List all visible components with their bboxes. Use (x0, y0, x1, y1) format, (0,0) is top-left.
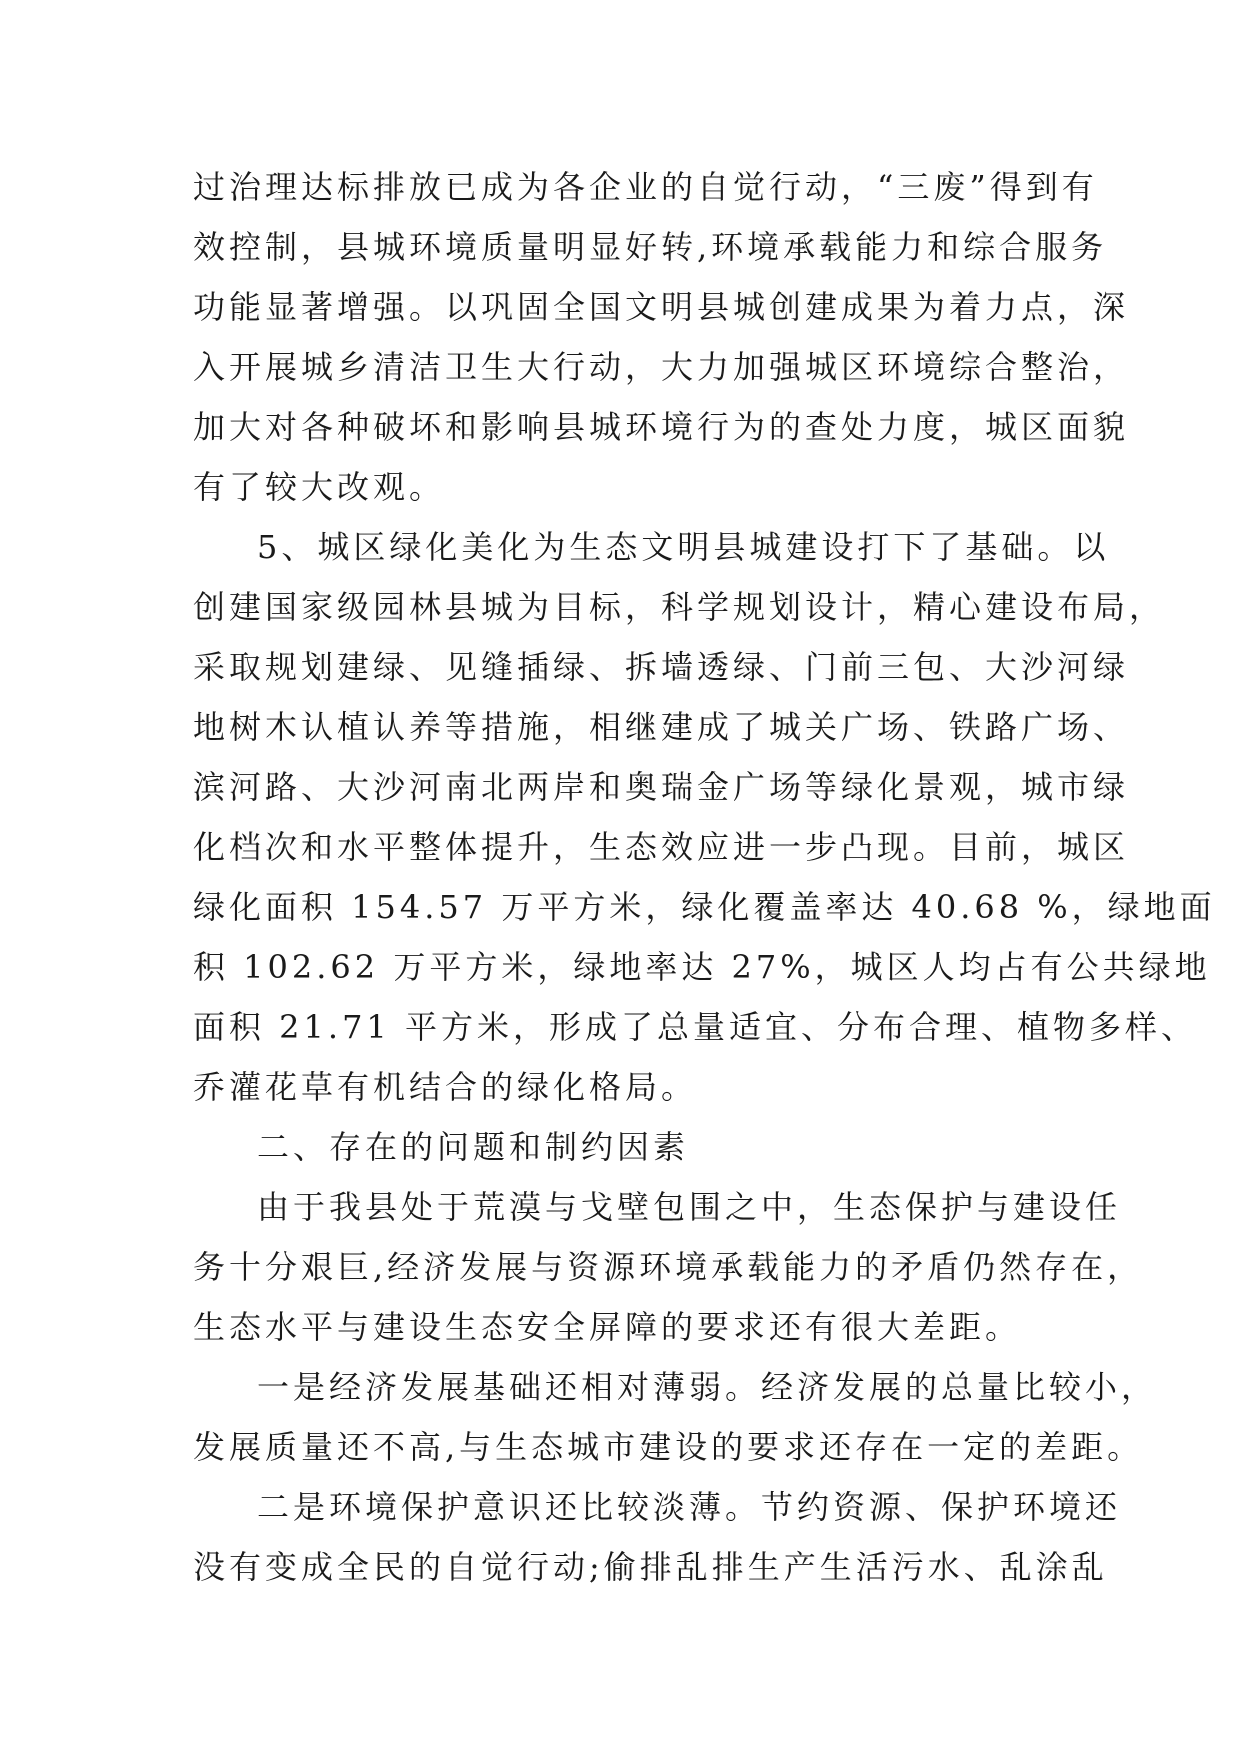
text-line: 功能显著增强。以巩固全国文明县城创建成果为着力点，深 (193, 288, 1130, 326)
text-line: 二、存在的问题和制约因素 (257, 1128, 690, 1166)
text-line: 生态水平与建设生态安全屏障的要求还有很大差距。 (193, 1308, 1022, 1346)
text-line: 采取规划建绿、见缝插绿、拆墙透绿、门前三包、大沙河绿 (193, 648, 1130, 686)
text-line: 绿化面积 154.57 万平方米，绿化覆盖率达 40.68 %，绿地面 (193, 888, 1216, 926)
text-line: 积 102.62 万平方米，绿地率达 27%，城区人均占有公共绿地 (193, 948, 1211, 986)
text-line: 由于我县处于荒漠与戈壁包围之中，生态保护与建设任 (257, 1188, 1122, 1226)
text-line: 面积 21.71 平方米，形成了总量适宜、分布合理、植物多样、 (193, 1008, 1197, 1046)
text-line: 5、城区绿化美化为生态文明县城建设打下了基础。以 (257, 528, 1110, 566)
text-line: 滨河路、大沙河南北两岸和奥瑞金广场等绿化景观，城市绿 (193, 768, 1130, 806)
text-line: 发展质量还不高,与生态城市建设的要求还存在一定的差距。 (193, 1428, 1144, 1466)
document-body (193, 157, 1216, 1597)
text-line: 地树木认植认养等措施，相继建成了城关广场、铁路广场、 (193, 708, 1130, 746)
text-line: 创建国家级园林县城为目标，科学规划设计，精心建设布局， (193, 588, 1166, 626)
text-line: 没有变成全民的自觉行动;偷排乱排生产生活污水、乱涂乱 (193, 1548, 1108, 1586)
text-line: 加大对各种破坏和影响县城环境行为的查处力度，城区面貌 (193, 408, 1130, 446)
text-line: 二是环境保护意识还比较淡薄。节约资源、保护环境还 (257, 1488, 1122, 1526)
text-line: 乔灌花草有机结合的绿化格局。 (193, 1068, 698, 1106)
text-line: 一是经济发展基础还相对薄弱。经济发展的总量比较小， (257, 1368, 1158, 1406)
text-line: 过治理达标排放已成为各企业的自觉行动，“三废”得到有 (193, 168, 1098, 206)
text-line: 有了较大改观。 (193, 468, 446, 506)
text-line: 务十分艰巨,经济发展与资源环境承载能力的矛盾仍然存在， (193, 1248, 1144, 1286)
text-line: 入开展城乡清洁卫生大行动，大力加强城区环境综合整治， (193, 348, 1130, 386)
text-line: 效控制，县城环境质量明显好转,环境承载能力和综合服务 (193, 228, 1108, 266)
text-line: 化档次和水平整体提升，生态效应进一步凸现。目前，城区 (193, 828, 1130, 866)
